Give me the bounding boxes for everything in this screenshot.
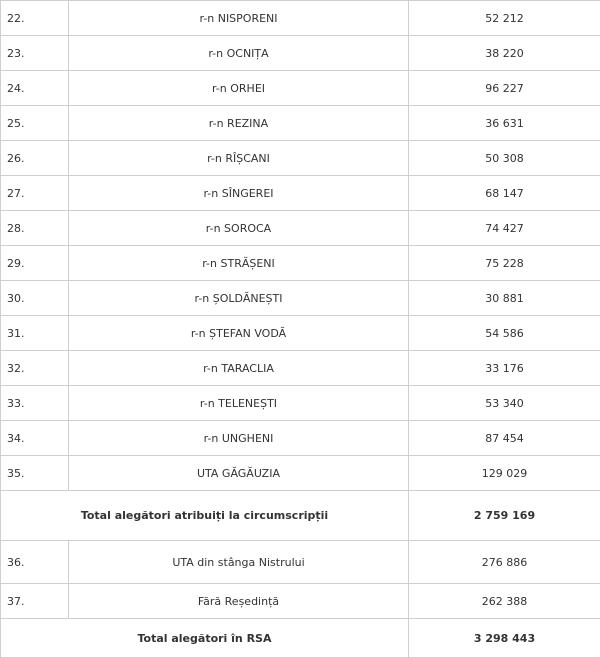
district-name: UTA GĂGĂUZIA [69,456,409,491]
table-row [1,456,600,491]
total-rsa-value: 3 298 443 [409,619,600,658]
district-name: r-n NISPORENI [69,1,409,36]
elector-count: 33 176 [409,351,600,386]
table-row [1,584,600,619]
elector-count: 54 586 [409,316,600,351]
elector-count: 87 454 [409,421,600,456]
elector-count: 74 427 [409,211,600,246]
row-number: 22. [1,1,69,36]
row-number: 33. [1,386,69,421]
row-number: 25. [1,106,69,141]
district-name: r-n REZINA [69,106,409,141]
elector-count: 68 147 [409,176,600,211]
elector-count: 38 220 [409,36,600,71]
row-number: 26. [1,141,69,176]
district-name: r-n ȘTEFAN VODĂ [69,316,409,351]
row-number: 30. [1,281,69,316]
row-number: 37. [1,584,69,619]
table-row [1,541,600,584]
row-number: 27. [1,176,69,211]
district-name: r-n UNGHENI [69,421,409,456]
row-number: 31. [1,316,69,351]
district-name: r-n RÎȘCANI [69,141,409,176]
total-rsa-label: Total alegători în RSA [1,619,409,658]
district-name: r-n SÎNGEREI [69,176,409,211]
row-number: 35. [1,456,69,491]
table-row [1,71,600,106]
table-row [1,386,600,421]
total-rsa-row [1,619,600,658]
district-name: r-n STRĂȘENI [69,246,409,281]
elector-count: 30 881 [409,281,600,316]
elector-count: 53 340 [409,386,600,421]
row-number: 28. [1,211,69,246]
table-row [1,351,600,386]
district-name: Fără Reședință [69,584,409,619]
table-row [1,281,600,316]
row-number: 23. [1,36,69,71]
row-number: 24. [1,71,69,106]
table-row [1,1,600,36]
total-circumscriptions-row [1,491,600,541]
table-row [1,421,600,456]
district-name: r-n ȘOLDĂNEȘTI [69,281,409,316]
table-row [1,141,600,176]
table-row [1,36,600,71]
total-circumscriptions-value: 2 759 169 [409,491,600,541]
table-row [1,106,600,141]
row-number: 36. [1,541,69,584]
table-row [1,316,600,351]
table-row [1,211,600,246]
elector-count: 50 308 [409,141,600,176]
elector-count: 276 886 [409,541,600,584]
elector-count: 262 388 [409,584,600,619]
row-number: 32. [1,351,69,386]
district-name: r-n ORHEI [69,71,409,106]
elector-count: 36 631 [409,106,600,141]
elector-count: 52 212 [409,1,600,36]
row-number: 29. [1,246,69,281]
elector-count: 96 227 [409,71,600,106]
district-name: r-n OCNIȚA [69,36,409,71]
district-name: r-n TARACLIA [69,351,409,386]
district-name: UTA din stânga Nistrului [69,541,409,584]
row-number: 34. [1,421,69,456]
table-row [1,176,600,211]
elector-count: 129 029 [409,456,600,491]
total-circumscriptions-label: Total alegători atribuiți la circumscripții [1,491,409,541]
table-row [1,246,600,281]
elector-count: 75 228 [409,246,600,281]
district-name: r-n SOROCA [69,211,409,246]
district-name: r-n TELENEȘTI [69,386,409,421]
